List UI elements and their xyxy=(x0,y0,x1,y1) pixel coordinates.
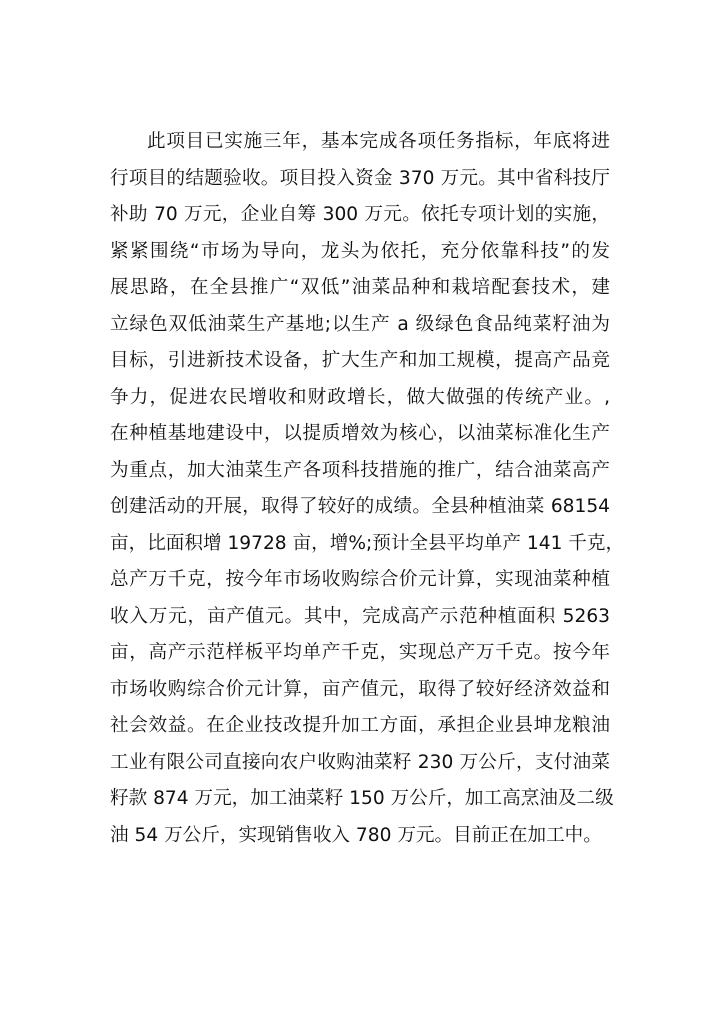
paragraph-line: 市场收购综合价元计算，亩产值元，取得了较好经济效益和 xyxy=(110,678,610,700)
paragraph-line: 创建活动的开展，取得了较好的成绩。全县种植油菜 68154 xyxy=(110,496,610,517)
paragraph-line: 总产万千克，按今年市场收购综合价元计算，实现油菜种植 xyxy=(110,569,610,590)
paragraph-line: 争力，促进农民增收和财政增长，做大做强的传统产业。, xyxy=(110,386,610,408)
paragraph-line: 社会效益。在企业技改提升加工方面，承担企业县坤龙粮油 xyxy=(110,715,610,736)
paragraph-line: 在种植基地建设中，以提质增效为核心，以油菜标准化生产 xyxy=(110,423,610,444)
paragraph-line: 紧紧围绕“市场为导向，龙头为依托，充分依靠科技”的发 xyxy=(110,240,610,262)
paragraph-line: 工业有限公司直接向农户收购油菜籽 230 万公斤，支付油菜 xyxy=(110,751,610,773)
paragraph-line: 展思路，在全县推广“双低”油菜品种和栽培配套技术，建 xyxy=(110,277,610,298)
paragraph-line: 立绿色双低油菜生产基地;以生产 a 级绿色食品纯菜籽油为 xyxy=(110,313,610,335)
paragraph-line: 为重点，加大油菜生产各项科技措施的推广，结合油菜高产 xyxy=(110,459,610,481)
paragraph-line: 目标，引进新技术设备，扩大生产和加工规模，提高产品竞 xyxy=(110,350,610,371)
paragraph-line: 亩，比面积增 19728 亩，增%;预计全县平均单产 141 千克， xyxy=(110,532,625,554)
paragraph-line: 行项目的结题验收。项目投入资金 370 万元。其中省科技厅 xyxy=(110,167,610,189)
paragraph-line: 油 54 万公斤，实现销售收入 780 万元。目前正在加工中。 xyxy=(110,824,602,846)
paragraph-line: 亩，高产示范样板平均单产千克，实现总产万千克。按今年 xyxy=(110,642,610,663)
paragraph-line: 此项目已实施三年，基本完成各项任务指标，年底将进 xyxy=(147,131,610,152)
paragraph-line: 补助 70 万元，企业自筹 300 万元。依托专项计划的实施， xyxy=(110,204,610,225)
paragraph-line: 籽款 874 万元，加工油菜籽 150 万公斤，加工高烹油及二级 xyxy=(110,788,614,809)
paragraph-line: 收入万元，亩产值元。其中，完成高产示范种植面积 5263 xyxy=(110,605,610,627)
body-paragraph xyxy=(110,124,625,854)
